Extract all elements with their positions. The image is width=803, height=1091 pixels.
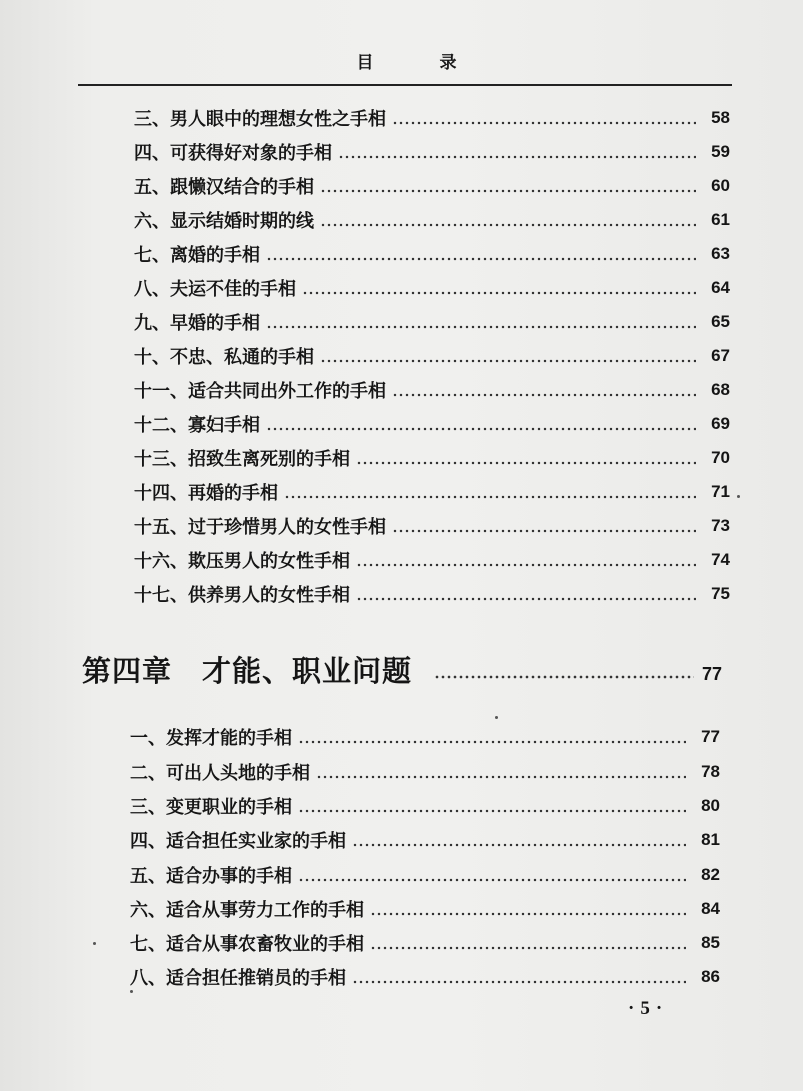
print-speck [93, 942, 96, 945]
leader-dots [266, 325, 696, 329]
toc-entry-page: 64 [711, 278, 730, 297]
toc-entry-label: 七、适合从事农畜牧业的手相 [130, 934, 364, 955]
chapter-heading-label: 第四章 才能、职业问题 [82, 653, 413, 688]
toc-entry-page: 65 [711, 312, 730, 331]
toc-entry[interactable] [130, 894, 720, 924]
page-number: ·5· [628, 998, 669, 1019]
leader-dots [266, 257, 696, 261]
toc-entry-label: 四、适合担任实业家的手相 [130, 831, 346, 852]
toc-entry-label: 八、夫运不佳的手相 [134, 279, 296, 300]
leader-dots [392, 121, 696, 125]
leader-dots [320, 189, 696, 193]
toc-entry[interactable] [134, 307, 730, 337]
toc-entry-page: 68 [711, 380, 730, 399]
toc-entry-label: 十六、欺压男人的女性手相 [134, 551, 350, 572]
chapter-heading-page: 77 [701, 663, 722, 684]
toc-entry-page: 77 [701, 727, 720, 746]
toc-entry-label: 三、男人眼中的理想女性之手相 [134, 109, 386, 130]
leader-dots [392, 393, 696, 397]
leader-dots [266, 427, 696, 431]
toc-entry-page: 70 [711, 448, 730, 467]
leader-dots [338, 155, 696, 159]
toc-entry-page: 82 [701, 865, 720, 884]
toc-entry[interactable] [134, 103, 730, 133]
toc-entry-label: 五、跟懒汉结合的手相 [134, 177, 314, 198]
print-speck [495, 716, 498, 719]
toc-entry[interactable] [130, 825, 720, 855]
toc-entry-page: 81 [701, 830, 720, 849]
leader-dots [356, 597, 696, 601]
print-speck [130, 990, 133, 993]
leader-dots [352, 843, 686, 847]
toc-entry[interactable] [134, 375, 730, 405]
leader-dots [356, 563, 696, 567]
leader-dots [298, 878, 686, 882]
toc-entry-page: 80 [701, 796, 720, 815]
leader-dots [320, 223, 696, 227]
toc-entry-page: 75 [711, 584, 730, 603]
leader-dots [370, 946, 686, 950]
leader-dots [370, 912, 686, 916]
toc-entry-label: 六、显示结婚时期的线 [134, 211, 314, 232]
toc-entry[interactable] [130, 757, 720, 787]
toc-entry[interactable] [134, 443, 730, 473]
toc-entry-label: 十五、过于珍惜男人的女性手相 [134, 517, 386, 538]
toc-entry-page: 86 [701, 967, 720, 986]
toc-entry-page: 73 [711, 516, 730, 535]
toc-entry-page: 71 [711, 482, 730, 501]
toc-entry-page: 59 [711, 142, 730, 161]
toc-entry[interactable] [134, 171, 730, 201]
toc-entry-label: 十二、寡妇手相 [134, 415, 260, 436]
toc-entry-page: 60 [711, 176, 730, 195]
toc-entry[interactable] [130, 962, 720, 992]
toc-entry[interactable] [134, 205, 730, 235]
toc-entry-label: 一、发挥才能的手相 [130, 728, 292, 749]
toc-entry-page: 69 [711, 414, 730, 433]
leader-dots [298, 809, 686, 813]
toc-entry-page: 78 [701, 762, 720, 781]
toc-entry[interactable] [134, 545, 730, 575]
toc-entry-page: 61 [711, 210, 730, 229]
toc-entry-page: 63 [711, 244, 730, 263]
toc-entry-label: 十、不忠、私通的手相 [134, 347, 314, 368]
toc-entry-label: 四、可获得好对象的手相 [134, 143, 332, 164]
leader-dots [302, 291, 696, 295]
toc-entry[interactable] [134, 239, 730, 269]
toc-entry-page: 67 [711, 346, 730, 365]
toc-entry-page: 58 [711, 108, 730, 127]
toc-entry-label: 七、离婚的手相 [134, 245, 260, 266]
leader-dots [320, 359, 696, 363]
toc-entry[interactable] [134, 341, 730, 371]
toc-entry[interactable] [130, 722, 720, 752]
toc-entry-label: 八、适合担任推销员的手相 [130, 968, 346, 989]
toc-entry[interactable] [134, 579, 730, 609]
leader-dots [392, 529, 696, 533]
toc-entry[interactable] [130, 860, 720, 890]
toc-entry-label: 三、变更职业的手相 [130, 797, 292, 818]
toc-entry-page: 84 [701, 899, 720, 918]
toc-entry-label: 十三、招致生离死别的手相 [134, 449, 350, 470]
toc-entry-label: 十四、再婚的手相 [134, 483, 278, 504]
toc-entry[interactable] [130, 791, 720, 821]
toc-entry-label: 九、早婚的手相 [134, 313, 260, 334]
leader-dots [284, 495, 696, 499]
leader-dots [356, 461, 696, 465]
toc-entry-label: 二、可出人头地的手相 [130, 763, 310, 784]
leader-dots [352, 980, 686, 984]
leader-dots [434, 675, 694, 679]
toc-entry[interactable] [134, 511, 730, 541]
toc-entry[interactable] [134, 273, 730, 303]
print-speck [737, 495, 740, 498]
leader-dots [316, 775, 686, 779]
toc-entry-page: 74 [711, 550, 730, 569]
toc-entry[interactable] [134, 137, 730, 167]
chapter-heading[interactable] [82, 647, 722, 691]
leader-dots [298, 740, 686, 744]
toc-entry-label: 六、适合从事劳力工作的手相 [130, 900, 364, 921]
toc-entry[interactable] [134, 409, 730, 439]
header-rule [78, 84, 732, 86]
toc-entry-page: 85 [701, 933, 720, 952]
toc-entry-label: 十七、供养男人的女性手相 [134, 585, 350, 606]
page-header-title: 目 录 [356, 53, 487, 73]
toc-entry-label: 十一、适合共同出外工作的手相 [134, 381, 386, 402]
toc-entry-label: 五、适合办事的手相 [130, 866, 292, 887]
toc-entry[interactable] [134, 477, 730, 507]
toc-entry[interactable] [130, 928, 720, 958]
